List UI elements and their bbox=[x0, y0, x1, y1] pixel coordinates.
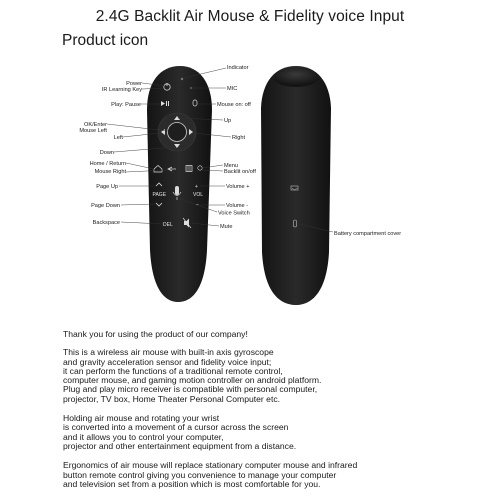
label-ok-enter: OK/Enter bbox=[83, 122, 107, 128]
description-line: is converted into a movement of a cursor across the screen bbox=[63, 422, 289, 433]
label-power: Power bbox=[126, 81, 142, 87]
description-line: and gravity acceleration sensor and fidelity voice input; bbox=[63, 356, 272, 367]
label-play-pause: Play: Pause bbox=[111, 102, 141, 108]
volume-minus-glyph[interactable]: − bbox=[196, 202, 199, 208]
label-voice-switch: Voice Switch bbox=[218, 210, 250, 217]
volume-plus-glyph[interactable]: + bbox=[195, 184, 198, 190]
description-line: Plug and play micro receiver is compatible with personal computer, bbox=[63, 384, 318, 395]
page-title: 2.4G Backlit Air Mouse & Fidelity voice Input bbox=[95, 8, 405, 25]
description-line: button remote control giving you convenience to manage your computer bbox=[63, 469, 337, 480]
label-mouse-on-off: Mouse on: off bbox=[217, 102, 251, 108]
label-home-return: Home / Return bbox=[89, 161, 126, 167]
description-line: This is a wireless air mouse with built-in axis gyroscope bbox=[63, 347, 274, 358]
description bbox=[63, 330, 483, 489]
indicator-light-icon bbox=[181, 78, 183, 80]
label-battery-cover: Battery compartment cover bbox=[334, 231, 402, 237]
label-left: Left bbox=[113, 135, 123, 141]
description-line: Ergonomics of air mouse will replace stationary computer mouse and infrared bbox=[63, 460, 358, 471]
label-backspace: Backspace bbox=[92, 220, 120, 226]
description-line: Thank you for using the product of our company! bbox=[63, 329, 248, 339]
label-ir-learning-key: IR Learning Key bbox=[101, 87, 142, 93]
label-down: Down bbox=[99, 150, 114, 156]
label-up: Up bbox=[224, 118, 232, 124]
label-page-up: Page Up bbox=[96, 184, 118, 190]
section-title: Product icon bbox=[62, 32, 149, 49]
description-paragraph bbox=[63, 348, 483, 404]
description-line: and it allows you to control your computer, bbox=[63, 431, 224, 442]
description-line: projector, TV box, Home Theater Personal Computer etc. bbox=[63, 393, 281, 404]
description-paragraph bbox=[63, 330, 483, 339]
description-line: and television set from a position which is most comfortable for you. bbox=[63, 478, 321, 489]
label-right: Right bbox=[232, 135, 246, 141]
label-mouse-right: Mouse Right bbox=[94, 169, 126, 175]
page-button-label: PAGE bbox=[152, 192, 167, 198]
label-mute: Mute bbox=[220, 224, 233, 230]
label-indicator: Indicator bbox=[227, 65, 249, 71]
label-backlit-on-off: Backlit on/off bbox=[224, 169, 256, 175]
label-mouse-left: Mouse Left bbox=[79, 128, 107, 134]
label-volume-minus: Volume - bbox=[226, 203, 249, 209]
description-paragraph bbox=[63, 414, 483, 451]
back-remote-body bbox=[261, 66, 331, 305]
label-menu: Menu bbox=[224, 163, 238, 169]
back-top-cap bbox=[274, 69, 318, 87]
front-remote-body bbox=[147, 66, 212, 302]
del-button-label[interactable]: DEL bbox=[163, 222, 173, 228]
description-line: computer mouse, and gaming motion controller on android platform. bbox=[63, 375, 322, 386]
description-line: projector and other entertainment equipment from a distance. bbox=[63, 440, 297, 451]
label-page-down: Page Down bbox=[91, 203, 120, 209]
description-line: Holding air mouse and rotating your wrist bbox=[63, 413, 220, 424]
label-volume-plus: Volume + bbox=[226, 184, 250, 190]
mic-icon bbox=[190, 87, 192, 89]
label-mic: MIC bbox=[227, 86, 238, 92]
vol-button-label: VOL bbox=[193, 192, 204, 198]
description-line: it can perform the functions of a traditional remote control, bbox=[63, 365, 283, 376]
description-paragraph bbox=[63, 461, 483, 489]
